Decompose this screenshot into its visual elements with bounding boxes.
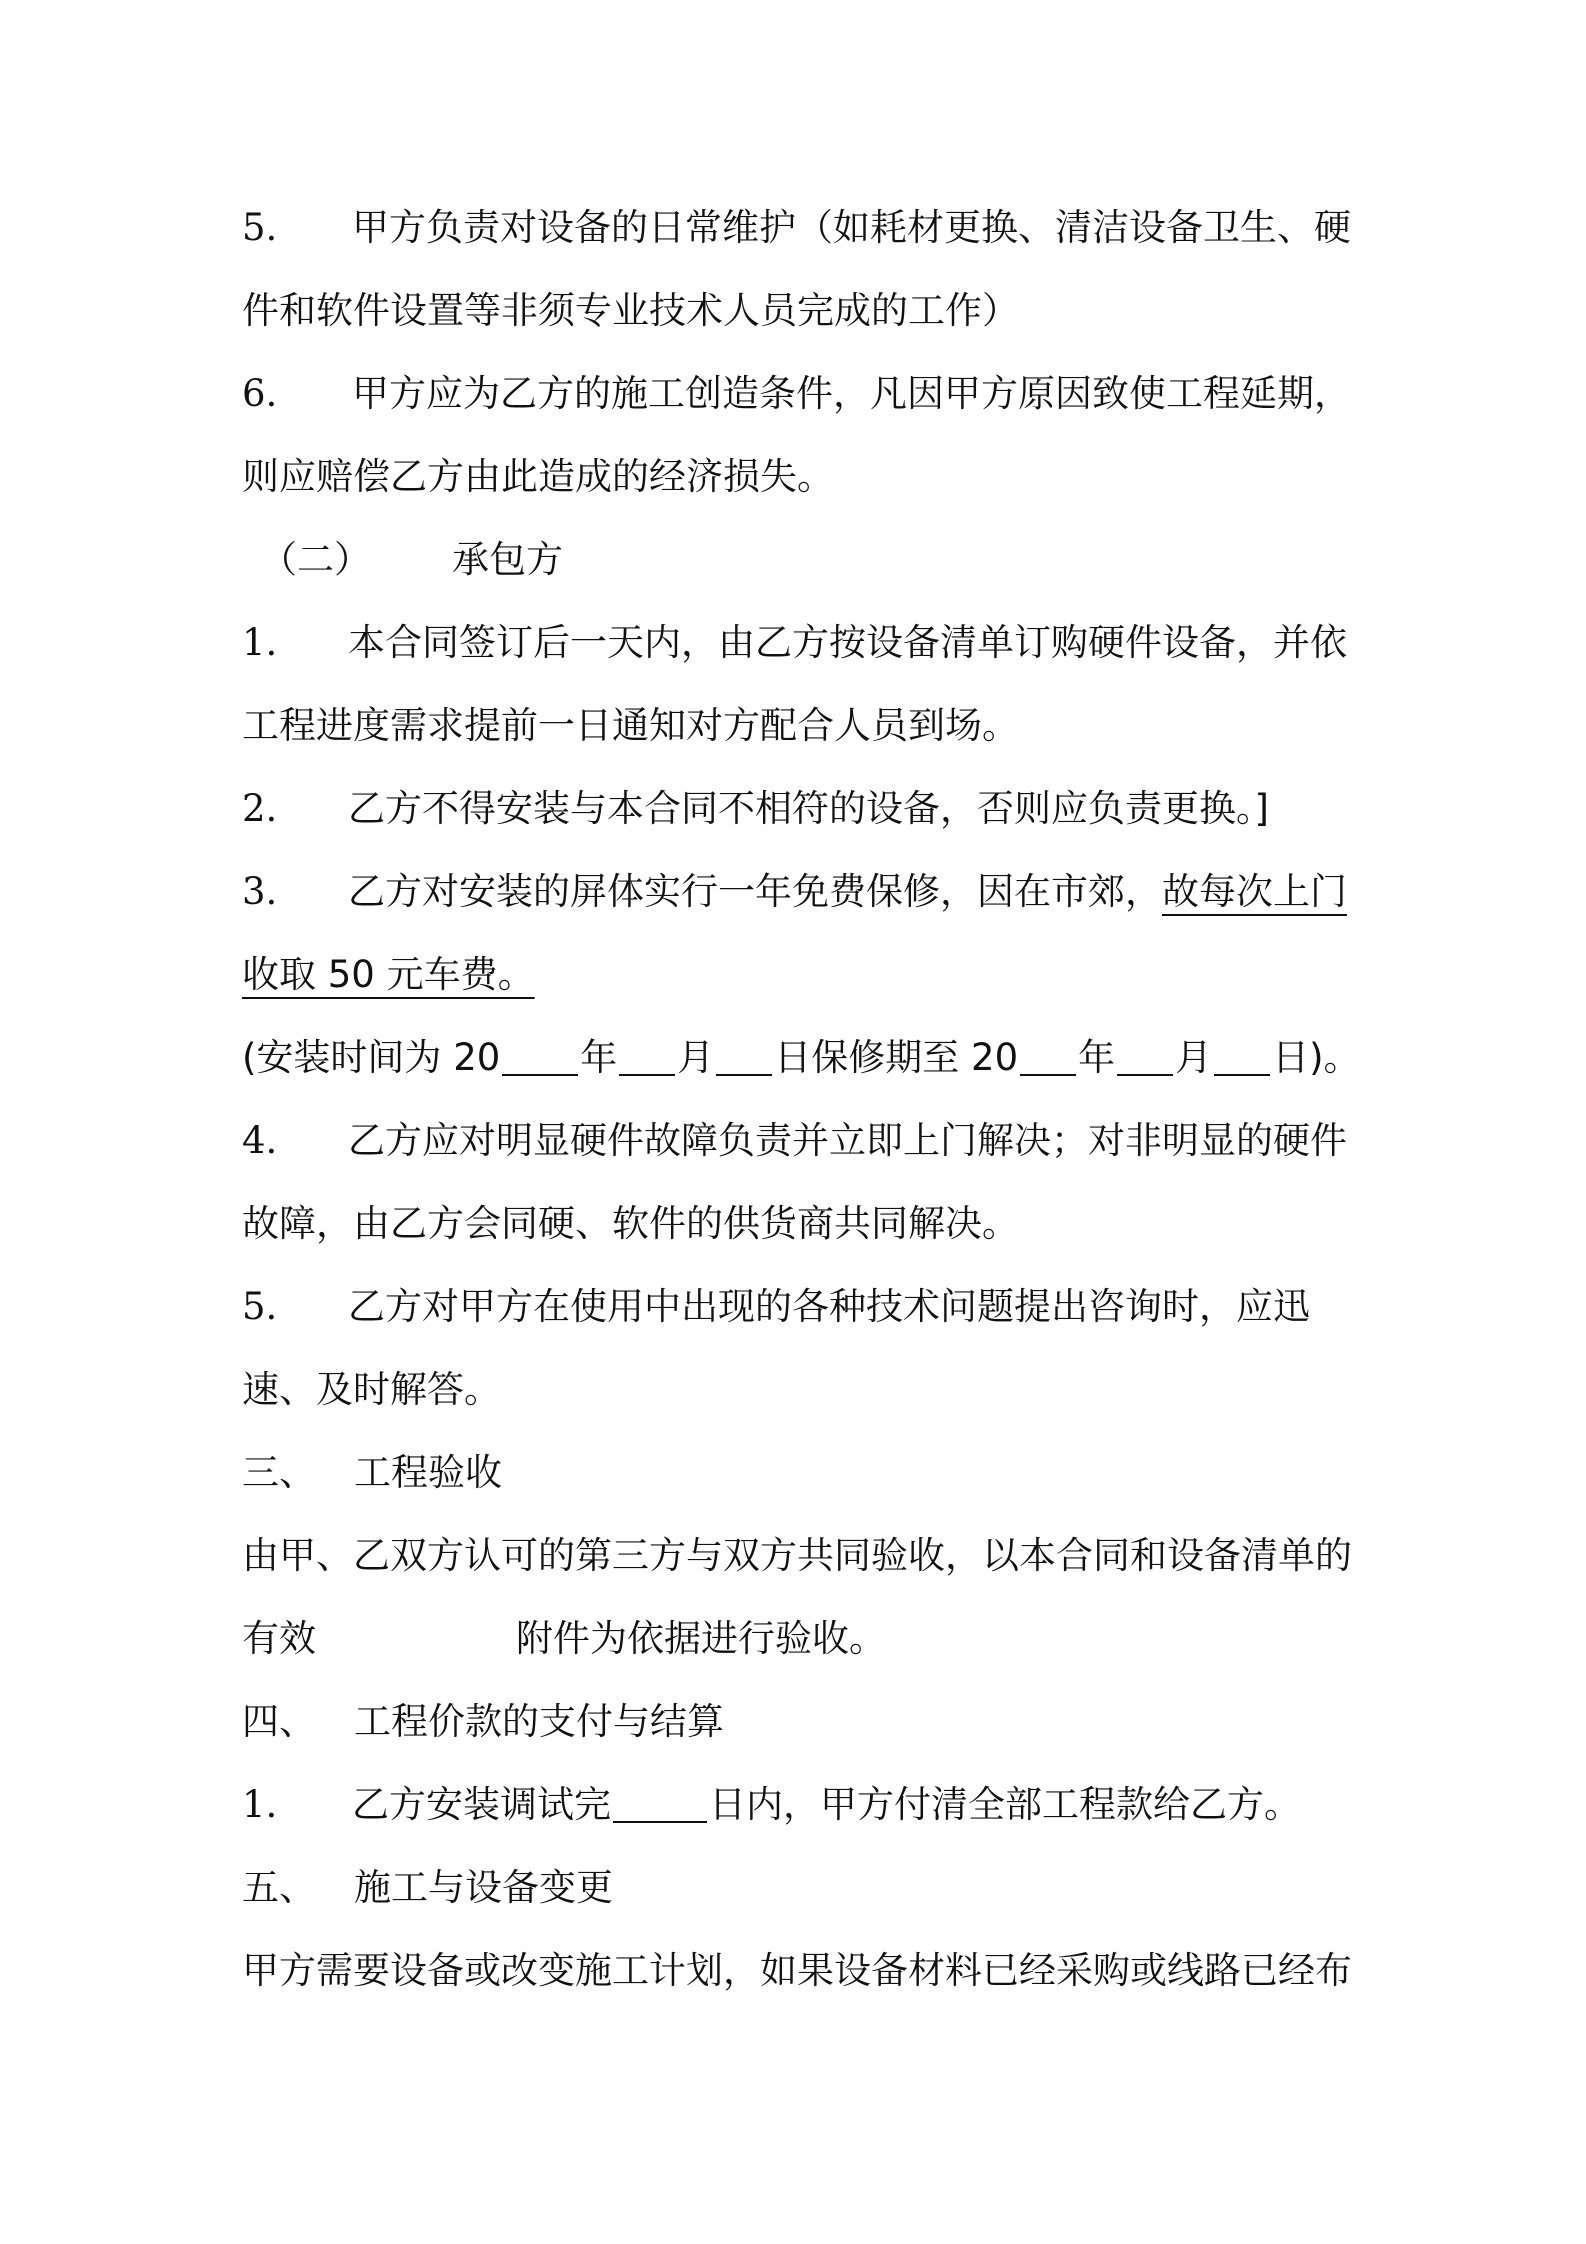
section-title: 工程验收 <box>354 1451 502 1494</box>
section-number: （二） <box>260 538 371 581</box>
clause-text: 本合同签订后一天内，由乙方按设备清单订购硬件设备，并依 <box>348 621 1347 664</box>
clause-b4 <box>242 1105 1362 1177</box>
section-number: 四、 <box>242 1700 316 1743</box>
clause-text: 乙方应对明显硬件故障负责并立即上门解决；对非明显的硬件 <box>348 1119 1347 1162</box>
clause-b4-continued <box>242 1188 1362 1260</box>
clause-number: 3. <box>242 870 278 913</box>
change-text <box>242 1935 1362 2007</box>
year-label: 年 <box>1078 1036 1116 1079</box>
section-change-heading <box>242 1852 1362 1924</box>
clause-text: 工程进度需求提前一日通知对方配合人员到场。 <box>242 704 1019 747</box>
install-time-label: (安装时间为 20 <box>242 1036 501 1079</box>
section-contractor-heading <box>242 524 1362 596</box>
clause-a6 <box>242 358 1362 430</box>
acceptance-text-continued <box>242 1603 1362 1675</box>
clause-text: 甲方负责对设备的日常维护（如耗材更换、清洁设备卫生、硬 <box>352 206 1351 249</box>
blank-install-day <box>716 1074 772 1076</box>
section-number: 三、 <box>242 1451 316 1494</box>
clause-a5 <box>242 192 1362 264</box>
section-number: 五、 <box>242 1866 316 1909</box>
clause-text: 则应赔偿乙方由此造成的经济损失。 <box>242 455 834 498</box>
clause-number: 5. <box>242 206 278 249</box>
paragraph-text: 甲方需要设备或改变施工计划，如果设备材料已经采购或线路已经布 <box>242 1949 1352 1992</box>
clause-text: 日内，甲方付清全部工程款给乙方。 <box>709 1783 1301 1826</box>
section-title: 施工与设备变更 <box>354 1866 613 1909</box>
paragraph-text: 附件为依据进行验收。 <box>516 1617 886 1660</box>
blank-days <box>613 1821 707 1823</box>
blank-install-month <box>619 1074 675 1076</box>
clause-number: 1. <box>242 621 278 664</box>
blank-warranty-year <box>1020 1074 1076 1076</box>
blank-warranty-day <box>1214 1074 1270 1076</box>
year-label: 年 <box>580 1036 618 1079</box>
clause-text: 故障，由乙方会同硬、软件的供货商共同解决。 <box>242 1202 1019 1245</box>
clause-text: 件和软件设置等非须专业技术人员完成的工作） <box>242 289 1019 332</box>
acceptance-text <box>242 1520 1362 1592</box>
section-title: 工程价款的支付与结算 <box>354 1700 724 1743</box>
payment-clause-1 <box>242 1769 1362 1841</box>
section-acceptance-heading <box>242 1437 1362 1509</box>
clause-text: 乙方对安装的屏体实行一年免费保修，因在市郊， <box>348 870 1162 913</box>
underlined-text: 收取 50 元车费。 <box>242 953 535 996</box>
clause-text: 速、及时解答。 <box>242 1368 501 1411</box>
section-payment-heading <box>242 1686 1362 1758</box>
month-label: 月 <box>677 1036 715 1079</box>
blank-warranty-month <box>1117 1074 1173 1076</box>
blank-install-year <box>502 1074 578 1076</box>
clause-number: 4. <box>242 1119 278 1162</box>
clause-b1-continued <box>242 690 1362 762</box>
clause-text: 甲方应为乙方的施工创造条件，凡因甲方原因致使工程延期， <box>352 372 1351 415</box>
clause-b1 <box>242 607 1362 679</box>
clause-a6-continued <box>242 441 1362 513</box>
paragraph-text: 由甲、乙双方认可的第三方与双方共同验收，以本合同和设备清单的 <box>242 1534 1352 1577</box>
clause-b3-continued <box>242 939 1362 1011</box>
clause-b2 <box>242 773 1362 845</box>
warranty-period-line <box>242 1022 1362 1094</box>
clause-b5-continued <box>242 1354 1362 1426</box>
clause-b3 <box>242 856 1362 928</box>
clause-number: 5. <box>242 1285 278 1328</box>
month-label: 月 <box>1175 1036 1213 1079</box>
clause-text: 乙方不得安装与本合同不相符的设备，否则应负责更换。] <box>348 787 1269 830</box>
day-label: 日)。 <box>1272 1036 1361 1079</box>
clause-number: 2. <box>242 787 278 830</box>
clause-text: 乙方安装调试完 <box>352 1783 611 1826</box>
underlined-text: 故每次上门 <box>1162 870 1347 913</box>
clause-text: 乙方对甲方在使用中出现的各种技术问题提出咨询时，应迅 <box>348 1285 1310 1328</box>
warranty-until-label: 日保修期至 20 <box>774 1036 1019 1079</box>
clause-number: 6. <box>242 372 278 415</box>
section-title: 承包方 <box>452 538 563 581</box>
clause-a5-continued <box>242 275 1362 347</box>
paragraph-text: 有效 <box>242 1617 316 1660</box>
clause-b5 <box>242 1271 1362 1343</box>
clause-number: 1. <box>242 1783 278 1826</box>
